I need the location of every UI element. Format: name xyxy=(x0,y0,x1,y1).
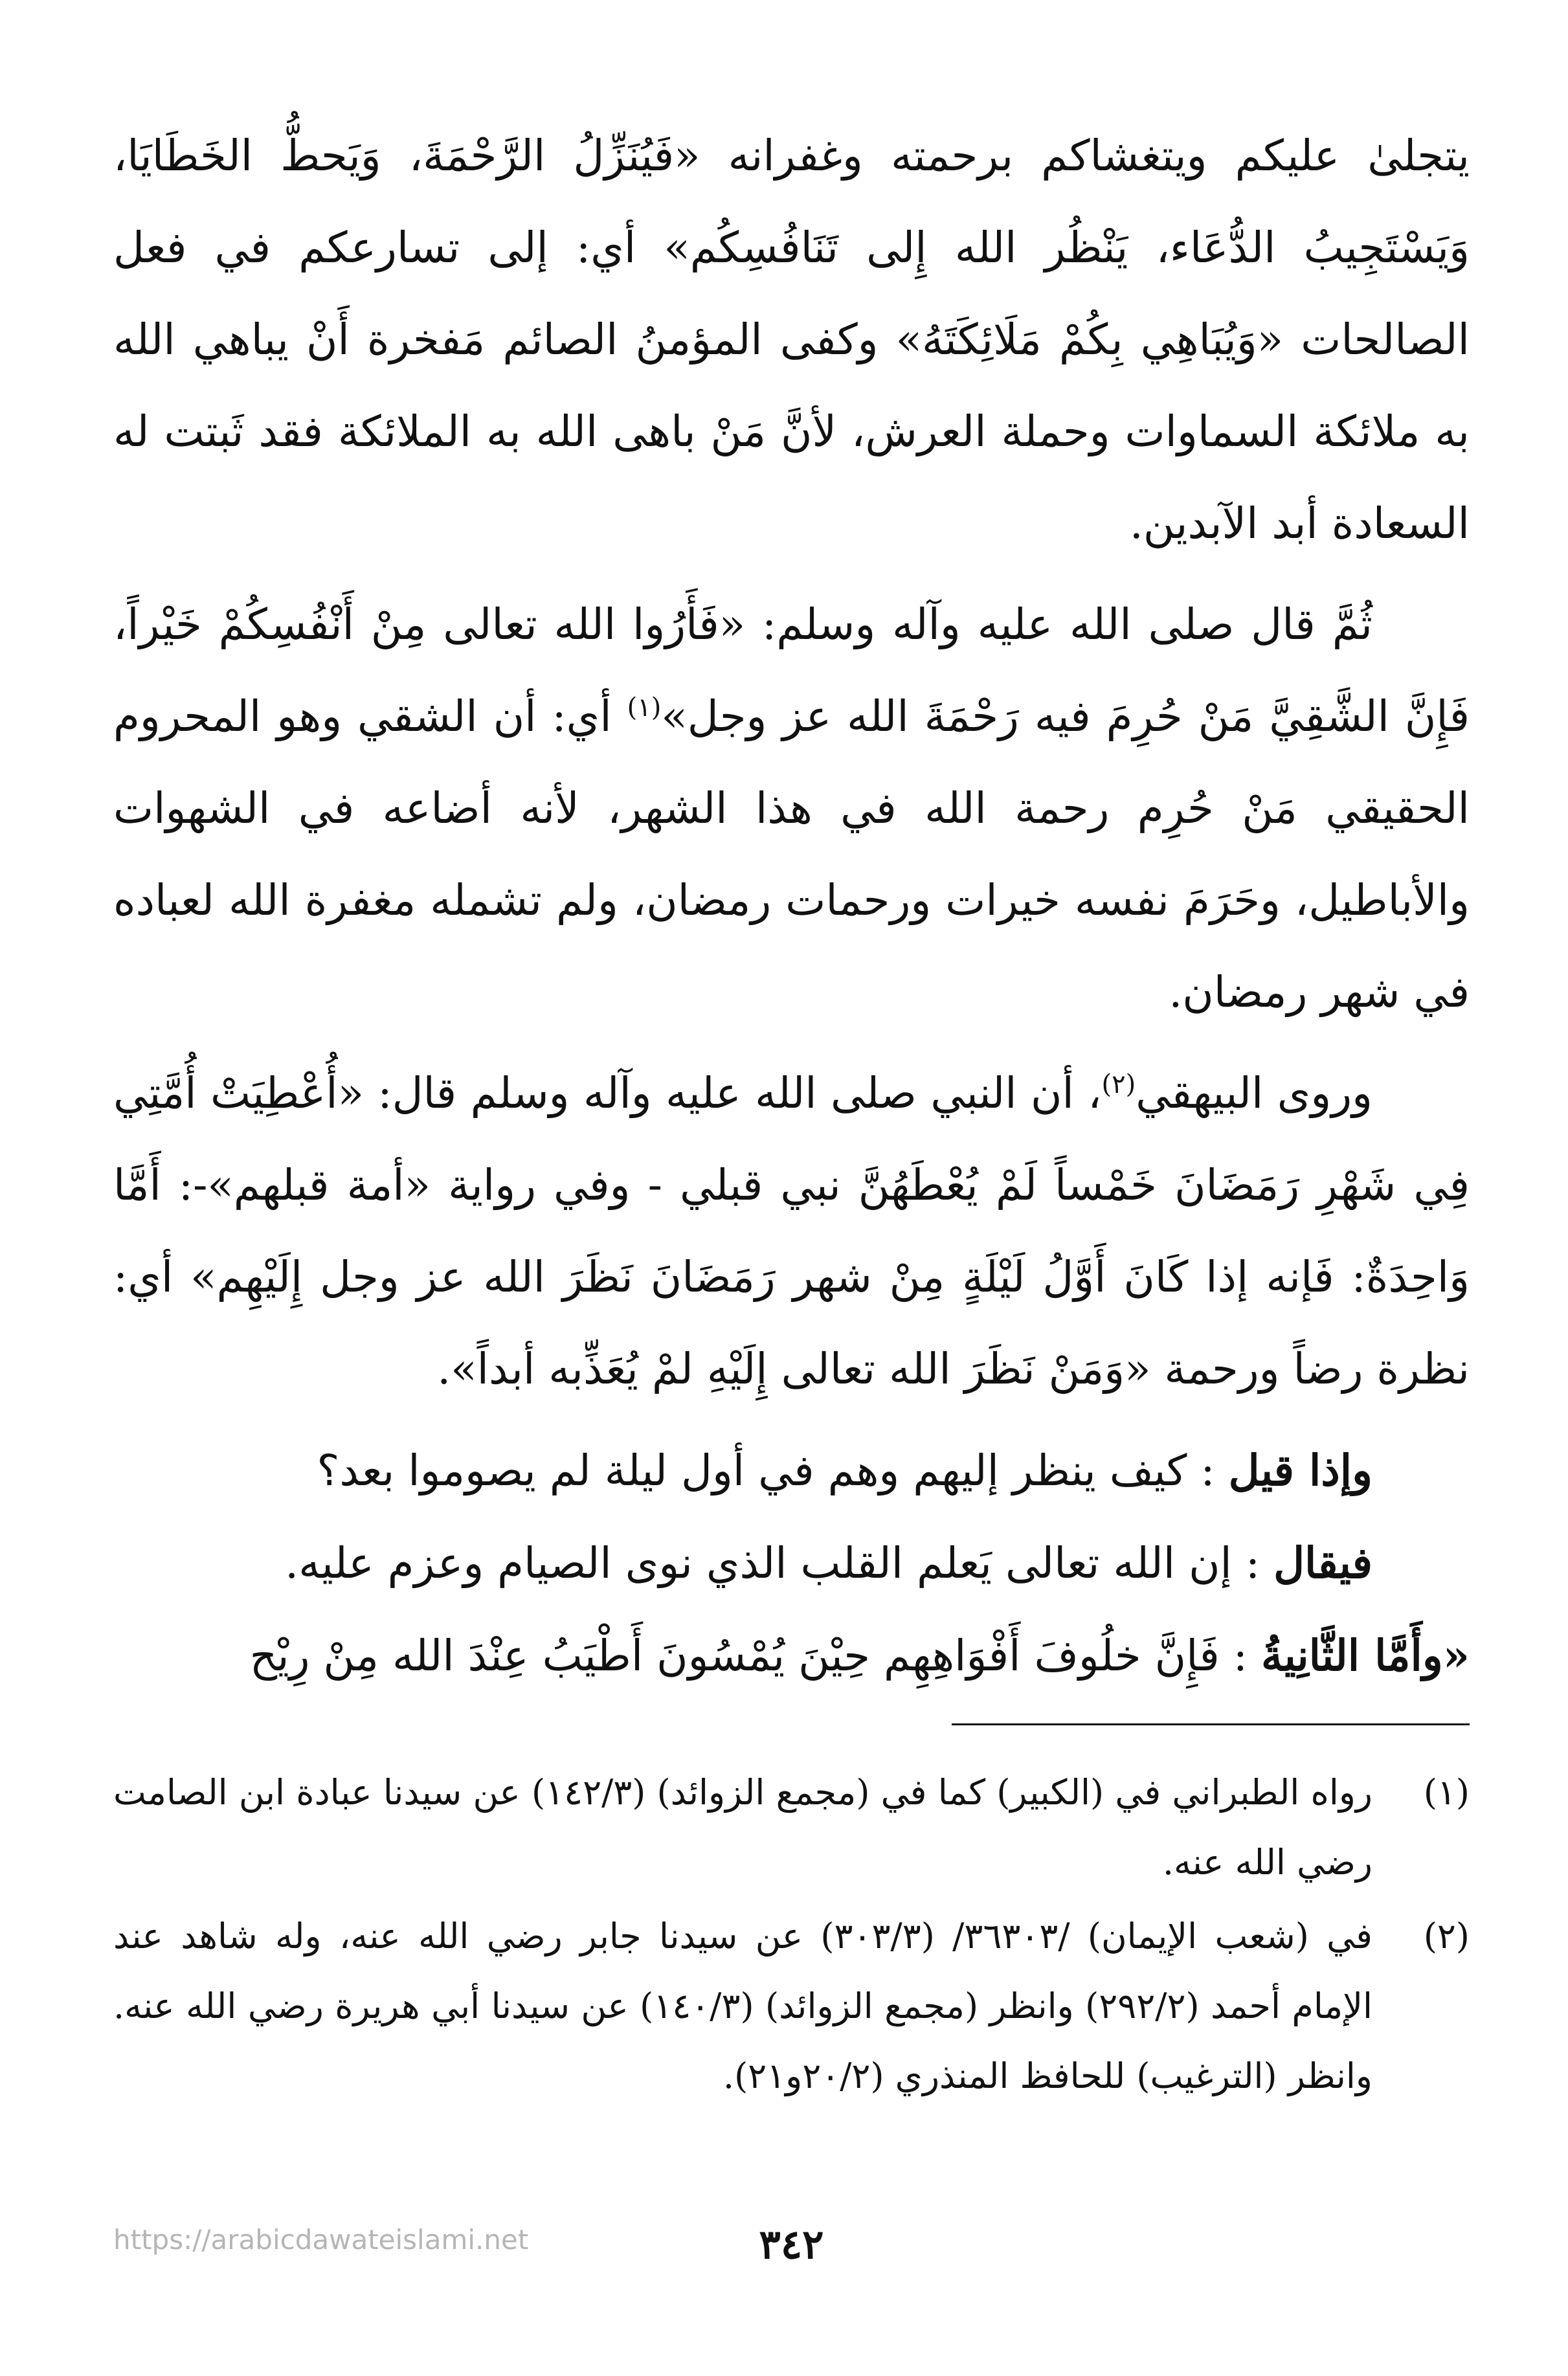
question-label: وإذا قيل xyxy=(1228,1445,1372,1496)
book-page xyxy=(113,110,1470,2298)
paragraph-3-lead: روى البيهقي xyxy=(1136,1068,1352,1118)
paragraph-3-text: ، أن النبي صلى الله عليه وآله وسلم قال: «أُعْطِيَتْ أُمَّتِي فِي شَهْرِ رَمَضَانَ خَمْساً لَمْ يُعْطَهُنَّ نبي قبلي - وفي رواية «أمة قبلهم»-: أَمَّا وَاحِدَةٌ: فَإنه إذا كَانَ أَوَّلُ لَيْلَةٍ مِنْ شهر رَمَضَانَ نَظَرَ الله عز وجل إِلَيْهِم» أي: نظرة رضاً ورحمة «وَمَنْ نَظَرَ الله تعالى إِلَيْهِ لمْ يُعَذِّبه أبداً». xyxy=(113,1068,1470,1394)
footnote-1-number: (١) xyxy=(1423,1772,1470,1813)
footnotes xyxy=(113,1758,1470,2115)
second-item-label: «وأَمَّا الثَّانِيةُ xyxy=(1260,1630,1470,1681)
footnote-2-number: (٢) xyxy=(1423,1916,1470,1956)
question-text: : كيف ينظر إليهم وهم في أول ليلة لم يصوموا بعد؟ xyxy=(317,1446,1215,1496)
paragraph-2 xyxy=(113,579,1470,1038)
paragraph-1 xyxy=(113,110,1470,570)
footnote-2 xyxy=(113,1901,1470,2111)
main-text xyxy=(113,110,1470,1702)
footnote-ref-1: (١) xyxy=(627,693,662,723)
watermark-url: https://arabicdawateislami.net xyxy=(113,2224,529,2256)
second-item-line xyxy=(113,1609,1470,1702)
second-item-text: : فَإِنَّ خلُوفَ أَفْوَاهِهِم حِيْنَ يُمْسُونَ أَطْيَبُ عِنْدَ الله مِنْ رِيْح xyxy=(249,1631,1248,1681)
paragraph-2-text: ثُمَّ قال صلى الله عليه وآله وسلم: «فَأَرُوا الله تعالى مِنْ أَنْفُسِكُمْ خَيْراً، فَإِنَّ الشَّقِيَّ مَنْ حُرِمَ فيه رَحْمَةَ الله عز وجل» xyxy=(113,600,1470,741)
question-line xyxy=(113,1424,1470,1517)
answer-label: فيقال xyxy=(1273,1538,1372,1588)
footnote-1-text: رواه الطبراني في (الكبير) كما في (مجمع الزوائد) (١٤٢/٣) عن سيدنا عبادة ابن الصامت رضي الله عنه. xyxy=(113,1772,1372,1883)
paragraph-3 xyxy=(113,1048,1470,1415)
answer-line xyxy=(113,1517,1470,1609)
footnote-separator xyxy=(952,1723,1470,1725)
footnote-2-text: في (شعب الإيمان) /٣٦٣٠٣/ (٣٠٣/٣) عن سيدنا جابر رضي الله عنه، وله شاهد عند الإمام أحمد (٢٩٢/٢) وانظر (مجمع الزوائد) (١٤٠/٣) عن سيدنا أبي هريرة رضي الله عنه. وانظر (الترغيب) للحافظ المنذري (٢٠/٢و٢١). xyxy=(113,1916,1373,2096)
page-number: ٣٤٢ xyxy=(759,2221,824,2268)
paragraph-2-continuation: أي: أن الشقي وهو المحروم الحقيقي مَنْ حُرِم رحمة الله في هذا الشهر، لأنه أضاعه في الشهوات والأباطيل، وحَرَمَ نفسه خيرات ورحمات رمضان، ولم تشمله مغفرة الله لعباده في شهر رمضان. xyxy=(113,691,1470,1017)
footnote-ref-2: (٢) xyxy=(1101,1070,1136,1099)
footnote-1 xyxy=(113,1758,1470,1898)
paragraph-3-prefix: و xyxy=(1352,1068,1373,1118)
paragraph-1-text: يتجلىٰ عليكم ويتغشاكم برحمته وغفرانه «فَيُنَزِّلُ الرَّحْمَةَ، وَيَحطُّ الخَطَايَا، وَيَسْتَجِيبُ الدُّعَاء، يَنْظُر الله إِلى تَنَافُسِكُم» أي: إلى تسارعكم في فعل الصالحات «وَيُبَاهِي بِكُمْ مَلَائِكَتَهُ» وكفى المؤمنُ الصائم مَفخرة أَنْ يباهي الله به ملائكة السماوات وحملة العرش، لأنَّ مَنْ باهى الله به الملائكة فقد ثَبتت له السعادة أبد الآبدين. xyxy=(113,131,1470,548)
answer-text: : إن الله تعالى يَعلم القلب الذي نوى الصيام وعزم عليه. xyxy=(285,1538,1260,1588)
